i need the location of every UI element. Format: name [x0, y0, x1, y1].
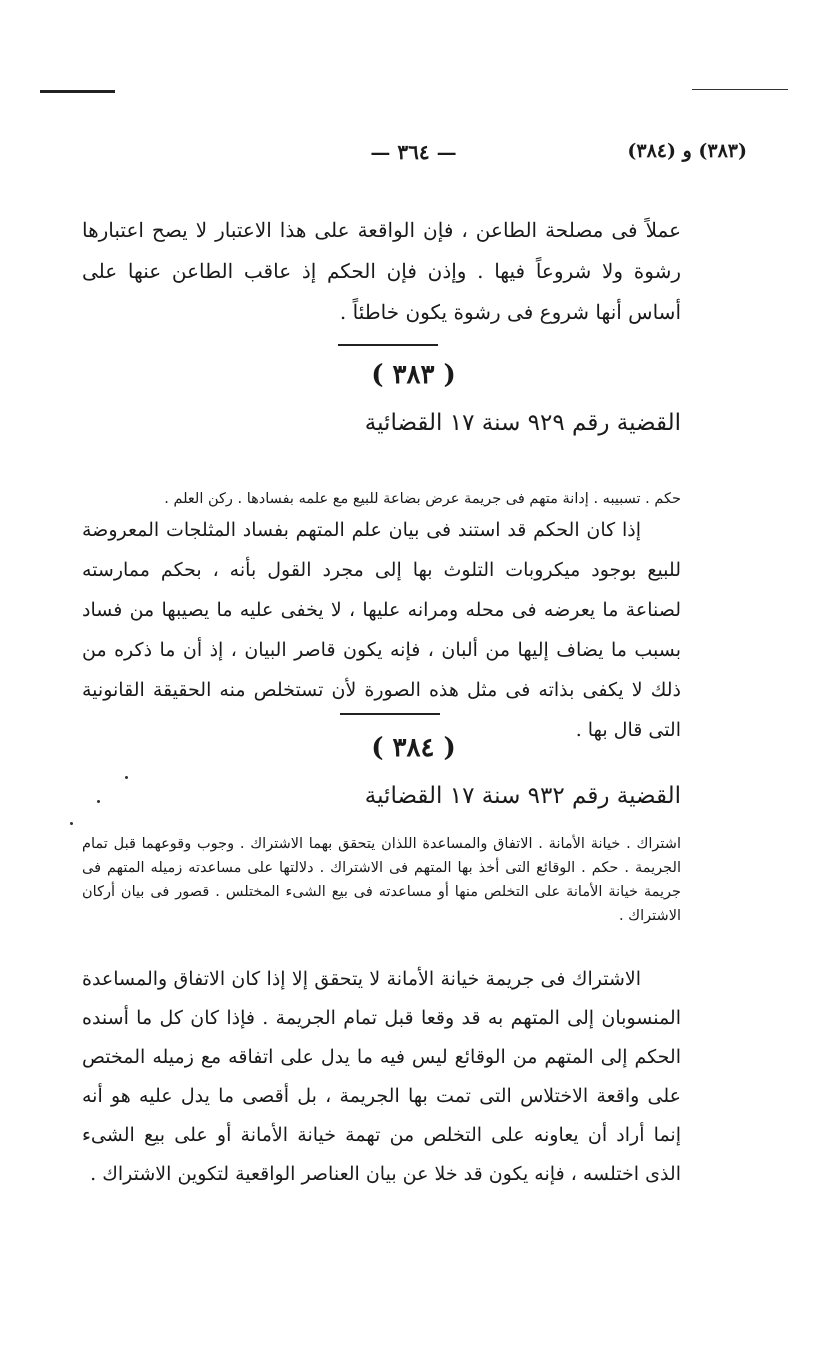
continuation-paragraph: عملاً فى مصلحة الطاعن ، فإن الواقعة على هذا الاعتبار لا يصح اعتبارها رشوة ولا شروعاً فيها . وإذن فإن الحكم إذ عاقب الطاعن عنها على أساس أنها شروع فى رشوة يكون خاطئاً . [82, 218, 681, 324]
section-divider [340, 713, 440, 715]
case-keywords-384: اشتراك . خيانة الأمانة . الاتفاق والمساعدة اللذان يتحقق بهما الاشتراك . وجوب وقوعهما قبل تمام الجريمة . حكم . الوقائع التى أخذ بها المتهم فى الاشتراك . دلالتها على مساعدته زميله المتهم فى جريمة خيانة الأمانة على التخلص منها أو مساعدته فى بيع الشىء المختلس . قصور فى بيان أركان الاشتراك . [82, 836, 681, 924]
running-head [80, 140, 747, 170]
print-speck [125, 776, 128, 779]
case-number-383: ( ٣٨٣ ) [371, 360, 456, 390]
print-speck [70, 822, 73, 825]
section-divider [338, 344, 438, 346]
case-keywords-383: حكم . تسبيبه . إدانة متهم فى جريمة عرض بضاعة للبيع مع علمه بفسادها . ركن العلم . [164, 491, 681, 507]
print-speck [97, 800, 100, 803]
top-rule-left [40, 90, 115, 93]
page-number: — ٣٦٤ — [370, 140, 457, 164]
running-head-case-ref: (٣٨٣) و (٣٨٤) [627, 140, 747, 162]
top-rule-right [692, 89, 788, 90]
case-title-383: القضية رقم ٩٢٩ سنة ١٧ القضائية [364, 410, 681, 436]
case-body-384: الاشتراك فى جريمة خيانة الأمانة لا يتحقق إلا إذا كان الاتفاق والمساعدة المنسوبان إلى المتهم به قد وقعا قبل تمام الجريمة . فإذا كان كل ما أسنده الحكم إلى المتهم من الوقائع ليس فيه ما يدل على اتفاقه مع زميله المختص على واقعة الاختلاس التى تمت بها الجريمة ، بل أقصى ما يدل عليه هو أنه إنما أراد أن يعاونه على التخلص من تهمة خيانة الأمانة أو على بيع الشىء الذى اختلسه ، فإنه يكون قد خلا عن بيان العناصر الواقعية لتكوين الاشتراك . [82, 968, 681, 1185]
case-body-383: إذا كان الحكم قد استند فى بيان علم المتهم بفساد المثلجات المعروضة للبيع بوجود ميكروبات التلوث بها إلى مجرد القول بأنه ، بحكم ممارسته لصناعة ما يعرضه فى محله ومرانه عليها ، لا يخفى عليه ما يصيبها من فساد بسبب ما يضاف إليها من ألبان ، فإنه يكون قاصر البيان ، إذ أن ما ذكره من ذلك لا يكفى بذاته فى مثل هذه الصورة لأن تستخلص منه الحقيقة القانونية التى قال بها . [82, 519, 681, 741]
case-title-384: القضية رقم ٩٣٢ سنة ١٧ القضائية [364, 783, 681, 809]
case-number-384: ( ٣٨٤ ) [371, 733, 456, 763]
